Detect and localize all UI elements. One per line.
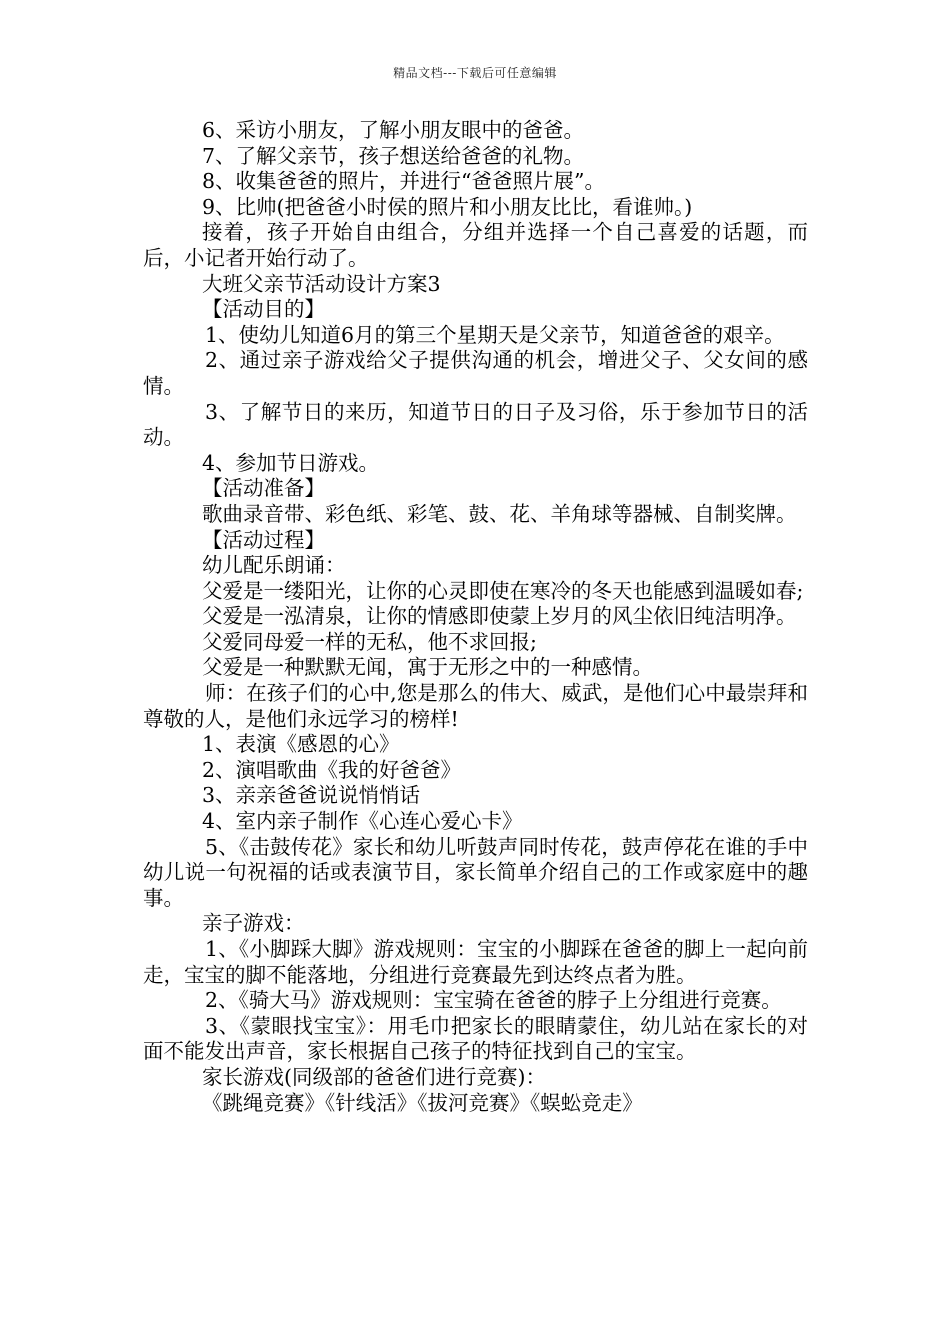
- paragraph: 亲子游戏：: [202, 911, 305, 936]
- paragraph: 3、了解节日的来历，知道节日的日子及习俗，乐于参加节日的活动。: [143, 399, 808, 450]
- paragraph: 接着，孩子开始自由组合，分组并选择一个自己喜爱的话题，而后，小记者开始行动了。: [143, 220, 808, 270]
- paragraph: 4、参加节日游戏。: [202, 450, 380, 475]
- paragraph: 9、比帅(把爸爸小时侯的照片和小朋友比比，看谁帅。): [202, 194, 693, 219]
- paragraph: 《跳绳竞赛》《针线活》《拔河竞赛》《蜈蚣竞走》: [202, 1090, 643, 1115]
- paragraph: 大班父亲节活动设计方案3: [202, 271, 441, 296]
- paragraph: 4、室内亲子制作《心连心爱心卡》: [202, 809, 523, 834]
- paragraph: 【活动准备】: [202, 476, 325, 501]
- paragraph: 1、使幼儿知道6月的第三个星期天是父亲节，知道爸爸的艰辛。: [205, 322, 785, 347]
- paragraph: 3、亲亲爸爸说说悄悄话: [202, 783, 421, 808]
- paragraph: 2、《骑大马》游戏规则：宝宝骑在爸爸的脖子上分组进行竞赛。: [205, 988, 782, 1013]
- paragraph: 父爱是一缕阳光，让你的心灵即使在寒冷的冬天也能感到温暖如春;: [202, 578, 804, 603]
- paragraph: 1、表演《感恩的心》: [202, 732, 400, 757]
- document-body: [143, 118, 808, 1116]
- paragraph: 6、采访小朋友，了解小朋友眼中的爸爸。: [202, 118, 585, 142]
- paragraph: 8、收集爸爸的照片，并进行“爸爸照片展”。: [202, 169, 606, 194]
- paragraph: 【活动目的】: [202, 297, 325, 322]
- paragraph: 父爱是一种默默无闻，寓于无形之中的一种感情。: [202, 655, 653, 680]
- paragraph: 家长游戏(同级部的爸爸们进行竞赛)：: [202, 1064, 546, 1089]
- paragraph: 5、《击鼓传花》家长和幼儿听鼓声同时传花，鼓声停花在谁的手中幼儿说一句祝福的话或表演节目，家长简单介绍自己的工作或家庭中的趣事。: [143, 834, 808, 910]
- paragraph: 师：在孩子们的心中,您是那么的伟大、威武，是他们心中最崇拜和尊敬的人，是他们永远学习的榜样!: [143, 681, 808, 731]
- paragraph: 歌曲录音带、彩色纸、彩笔、鼓、花、羊角球等器械、自制奖牌。: [202, 501, 797, 526]
- paragraph: 【活动过程】: [202, 527, 325, 552]
- paragraph: 1、《小脚踩大脚》游戏规则：宝宝的小脚踩在爸爸的脚上一起向前走，宝宝的脚不能落地，分组进行竞赛最先到达终点者为胜。: [143, 937, 808, 987]
- page-header: 精品文档---下载后可任意编辑: [393, 66, 557, 80]
- paragraph: 3、《蒙眼找宝宝》：用毛巾把家长的眼睛蒙住，幼儿站在家长的对面不能发出声音，家长根据自己孩子的特征找到自己的宝宝。: [143, 1013, 808, 1064]
- paragraph: 2、演唱歌曲《我的好爸爸》: [202, 757, 462, 782]
- paragraph: 7、了解父亲节，孩子想送给爸爸的礼物。: [202, 143, 585, 168]
- paragraph: 幼儿配乐朗诵：: [202, 553, 346, 578]
- paragraph: 2、通过亲子游戏给父子提供沟通的机会，增进父子、父女间的感情。: [143, 348, 808, 398]
- paragraph: 父爱是一泓清泉，让你的情感即使蒙上岁月的风尘依旧纯洁明净。: [202, 604, 797, 629]
- paragraph: 父爱同母爱一样的无私，他不求回报;: [202, 629, 537, 654]
